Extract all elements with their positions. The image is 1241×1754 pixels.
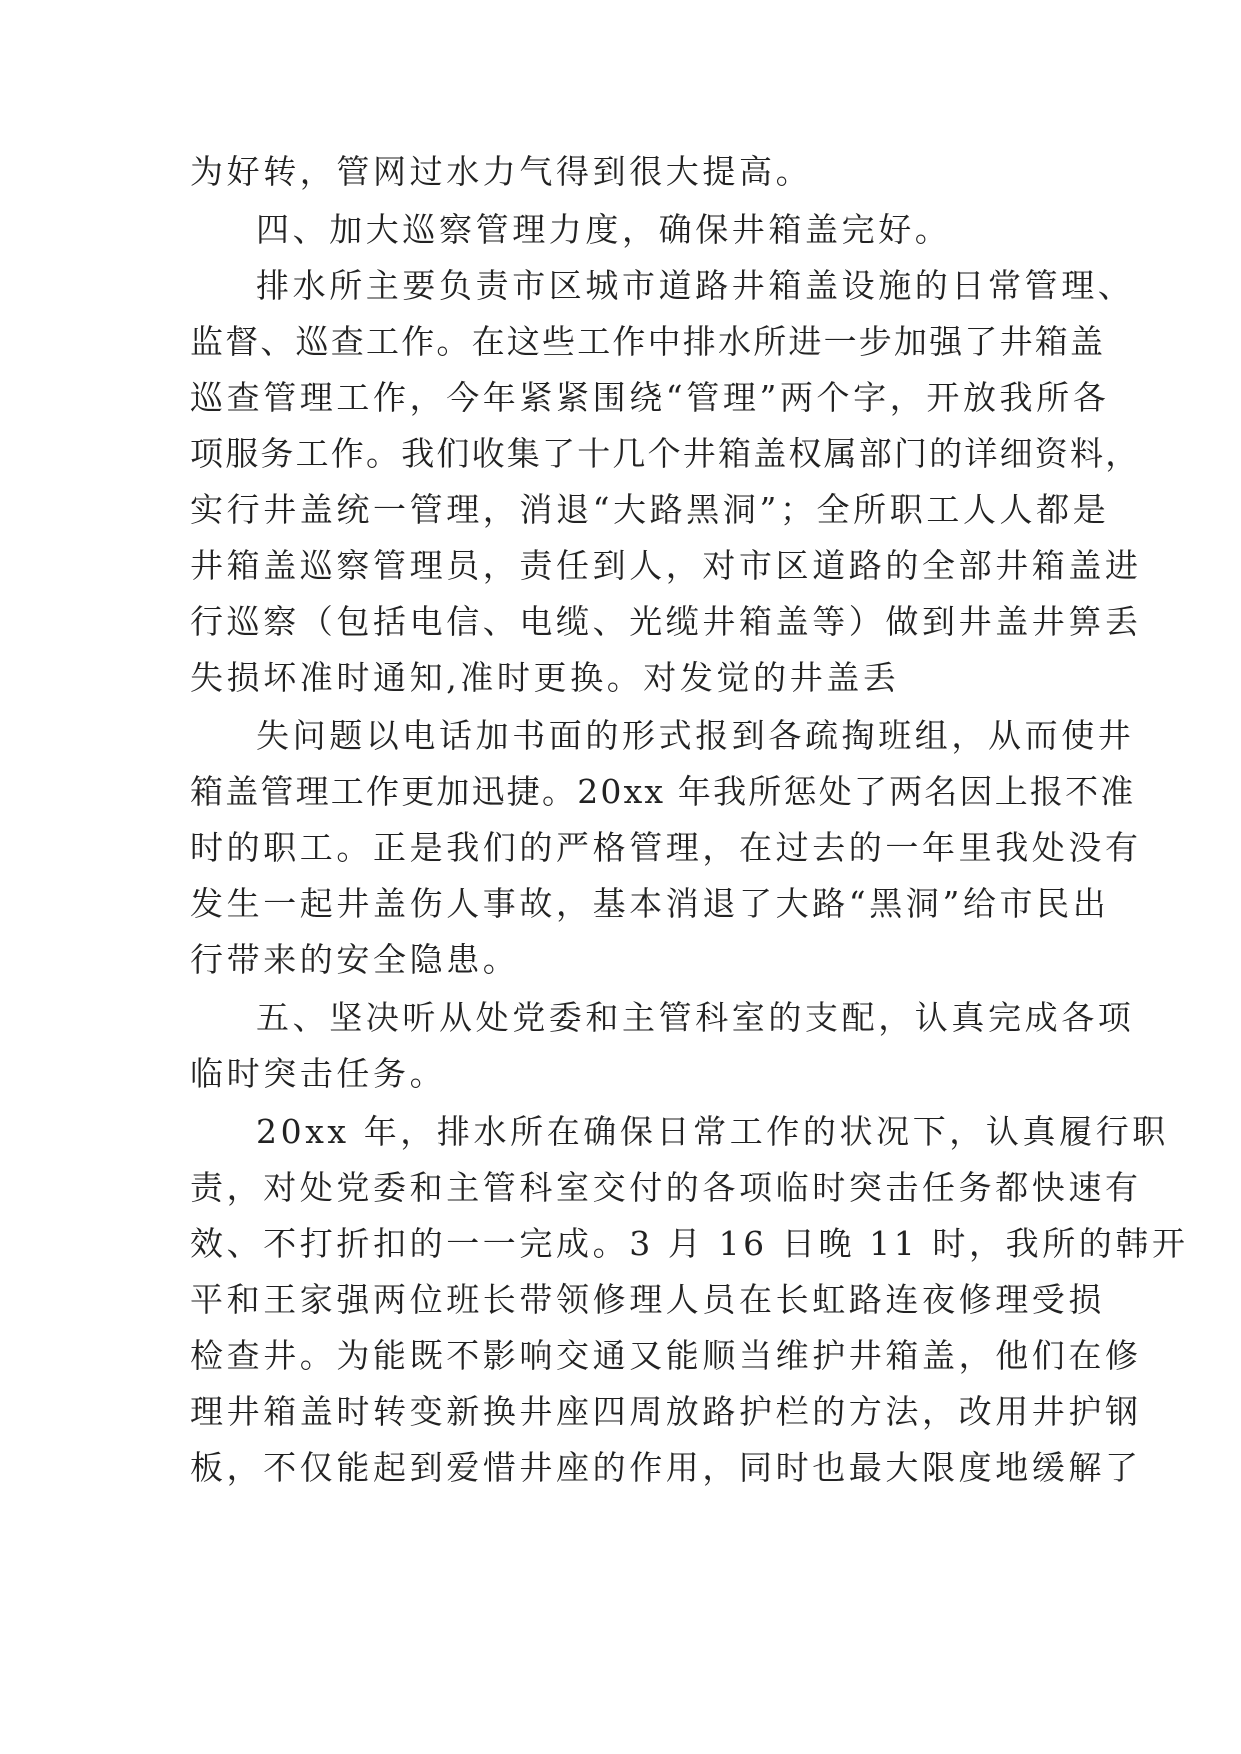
text-line: 平和王家强两位班长带领修理人员在长虹路连夜修理受损 [190, 1280, 1105, 1319]
section-heading-4: 四、加大巡察管理力度，确保井箱盖完好。 [256, 210, 952, 249]
text-line: 箱盖管理工作更加迅捷。20xx 年我所惩处了两名因上报不准 [190, 772, 1136, 811]
text-line: 实行井盖统一管理，消退“大路黑洞”；全所职工人人都是 [190, 490, 1110, 529]
paragraph-start: 失问题以电话加书面的形式报到各疏掏班组，从而使井 [256, 716, 1135, 755]
text-line: 为好转，管网过水力气得到很大提高。 [190, 152, 813, 191]
text-line: 效、不打折扣的一一完成。3 月 16 日晚 11 时，我所的韩开 [190, 1224, 1189, 1263]
text-line: 临时突击任务。 [190, 1054, 447, 1093]
section-heading-5: 五、坚决听从处党委和主管科室的支配，认真完成各项 [256, 998, 1135, 1037]
text-line: 板，不仅能起到爱惜井座的作用，同时也最大限度地缓解了 [190, 1448, 1142, 1487]
text-line: 检查井。为能既不影响交通又能顺当维护井箱盖，他们在修 [190, 1336, 1142, 1375]
text-line: 巡查管理工作，今年紧紧围绕“管理”两个字，开放我所各 [190, 378, 1110, 417]
text-line: 理井箱盖时转变新换井座四周放路护栏的方法，改用井护钢 [190, 1392, 1142, 1431]
text-line: 项服务工作。我们收集了十几个井箱盖权属部门的详细资料， [190, 434, 1141, 473]
text-line: 监督、巡查工作。在这些工作中排水所进一步加强了井箱盖 [190, 322, 1106, 361]
text-line: 时的职工。正是我们的严格管理，在过去的一年里我处没有 [190, 828, 1142, 867]
text-line: 失损坏准时通知,准时更换。对发觉的井盖丢 [190, 658, 900, 697]
text-line: 井箱盖巡察管理员，责任到人，对市区道路的全部井箱盖进 [190, 546, 1142, 585]
text-line: 行带来的安全隐患。 [190, 940, 520, 979]
text-line: 发生一起井盖伤人事故，基本消退了大路“黑洞”给市民出 [190, 884, 1110, 923]
text-line: 责，对处党委和主管科室交付的各项临时突击任务都快速有 [190, 1168, 1142, 1207]
text-line: 行巡察（包括电信、电缆、光缆井箱盖等）做到井盖井箅丢 [190, 602, 1142, 641]
paragraph-start: 排水所主要负责市区城市道路井箱盖设施的日常管理、 [256, 266, 1135, 305]
paragraph-start: 20xx 年，排水所在确保日常工作的状况下，认真履行职 [256, 1112, 1169, 1151]
